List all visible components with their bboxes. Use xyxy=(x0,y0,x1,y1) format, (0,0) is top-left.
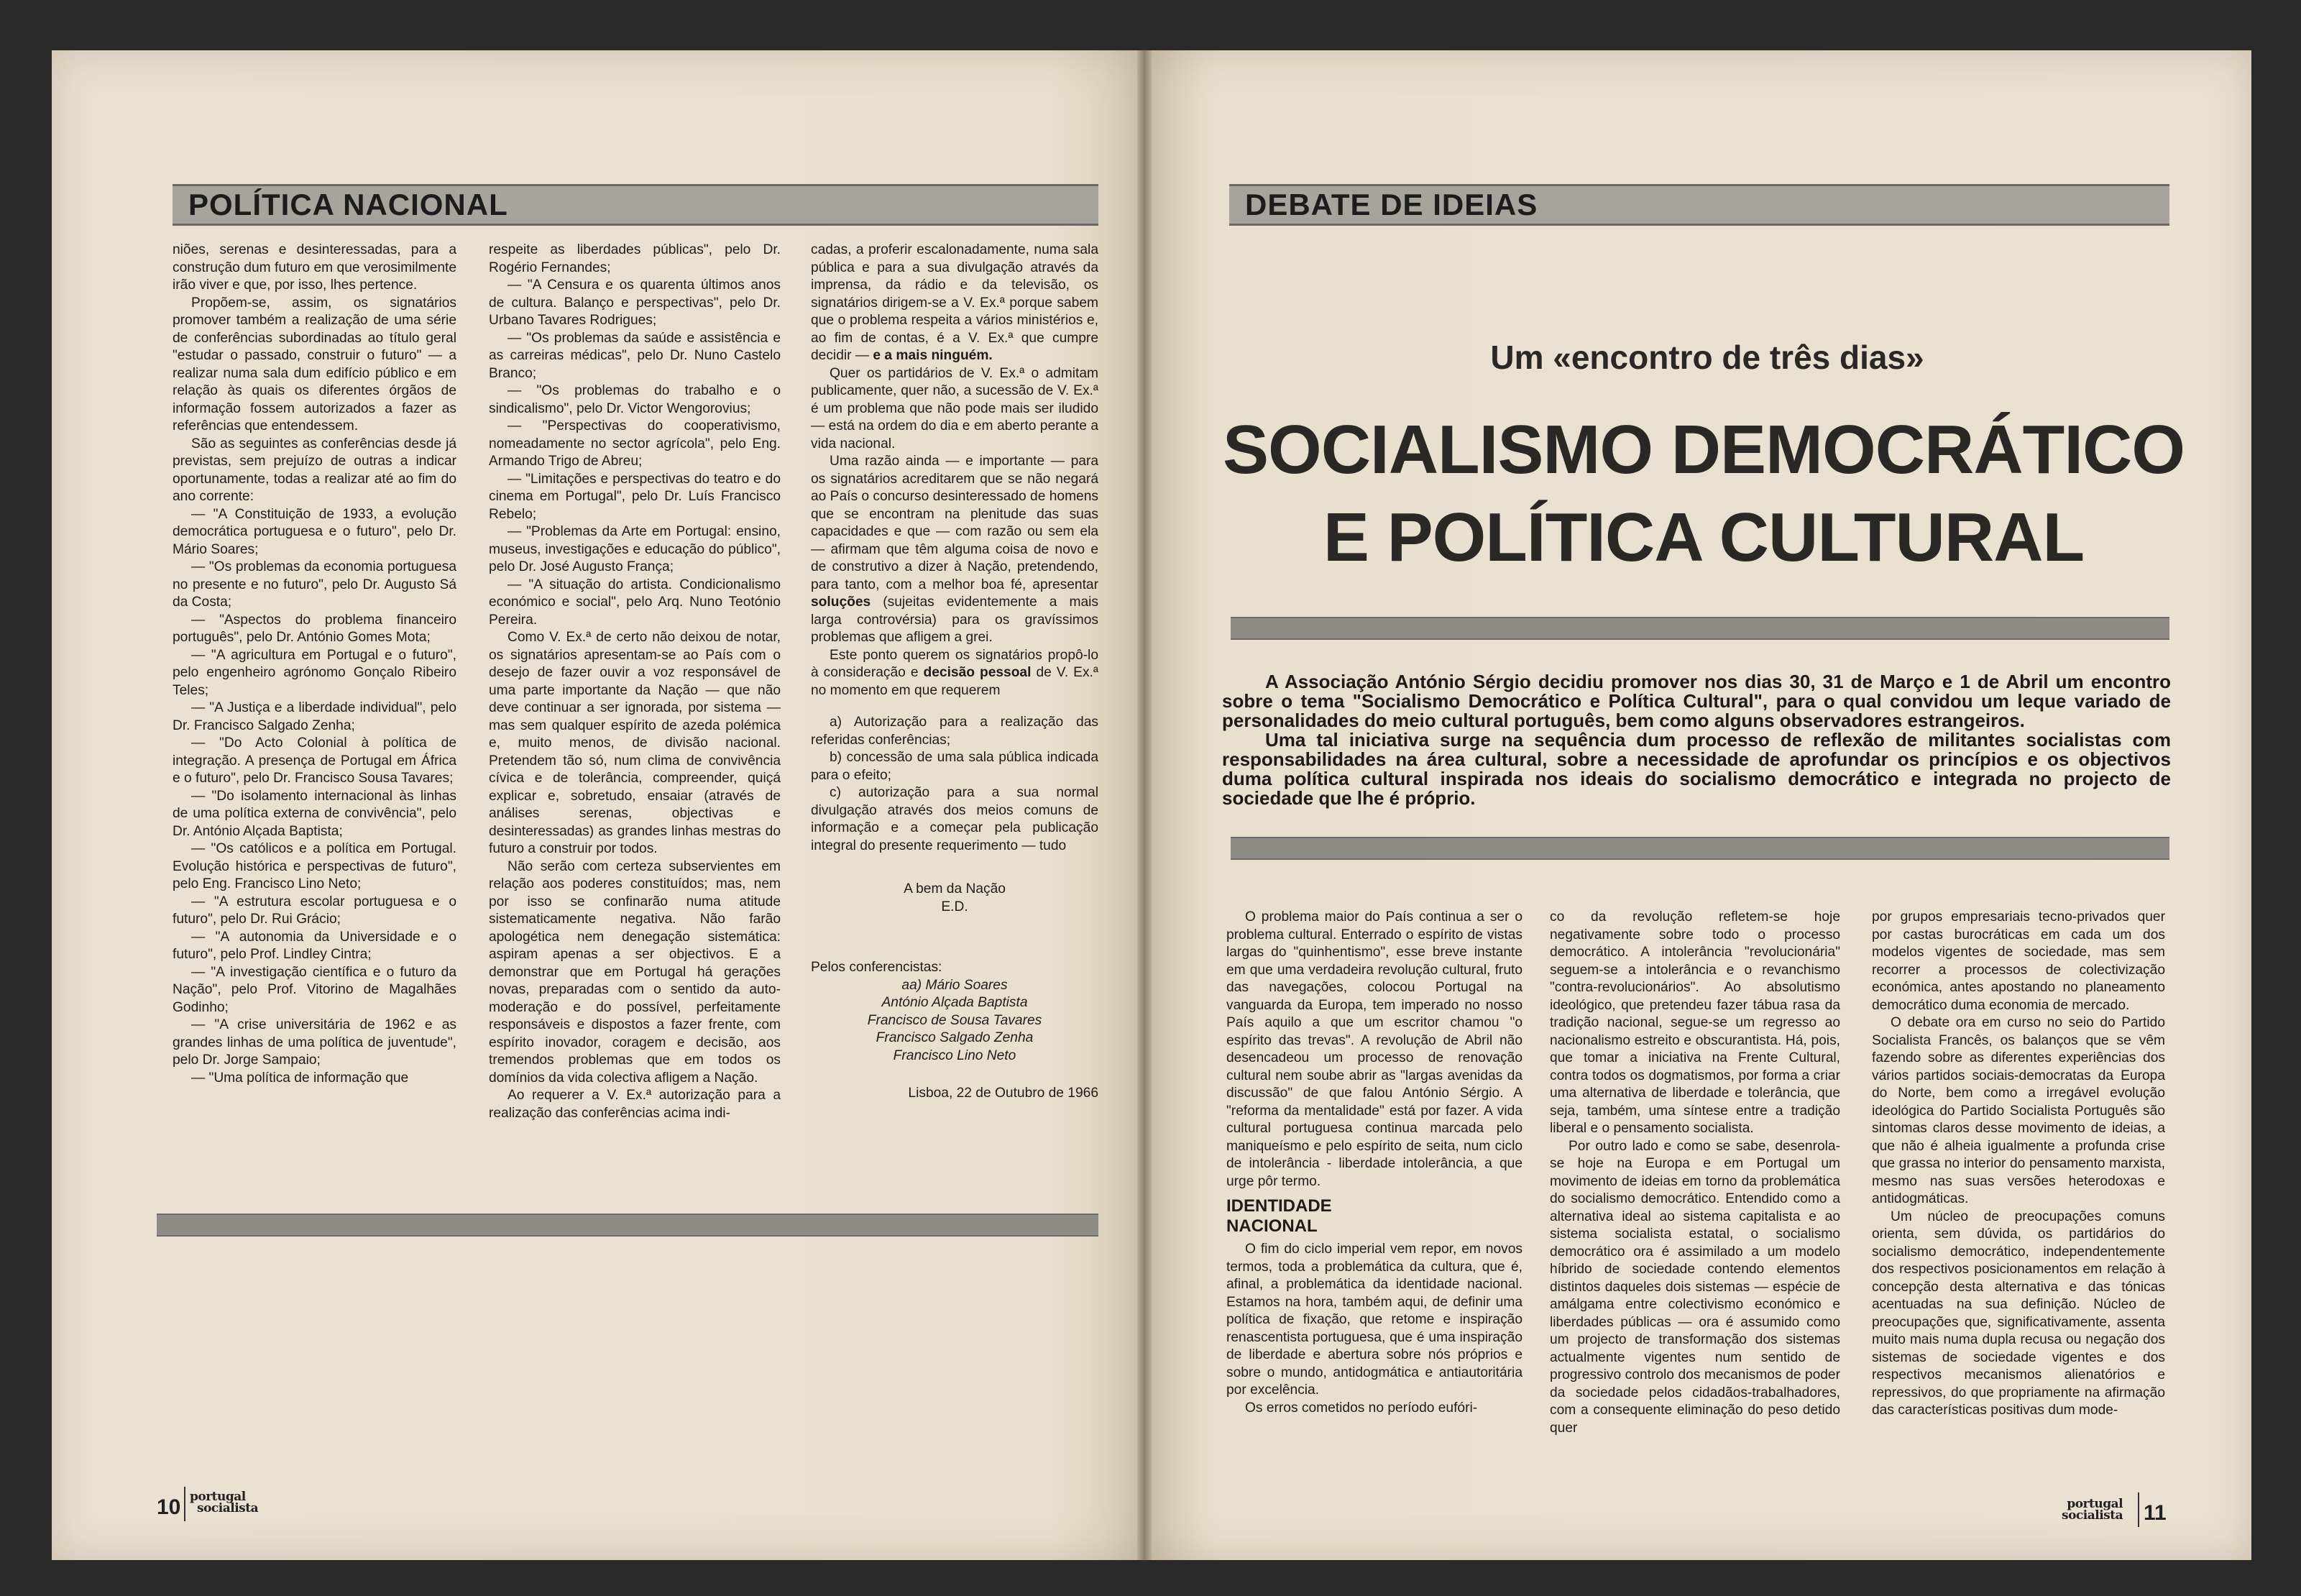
section-header-politica-nacional xyxy=(173,184,1098,226)
subheading-line: NACIONAL xyxy=(1226,1216,1318,1236)
logo-line: socialista xyxy=(197,1501,259,1515)
paragraph: — "A Censura e os quarenta últimos anos de cultura. Balanço e perspectivas", pelo Dr. Urbano Tavares Rodrigues; xyxy=(489,278,781,328)
paragraph: — "A Constituição de 1933, a evolução democrática portuguesa e o futuro", pelo Dr. Mário Soares; xyxy=(173,506,456,557)
logo-line: portugal xyxy=(2067,1497,2123,1511)
lede-paragraph: Uma tal iniciativa surge na sequência dum processo de reflexão de militantes socialistas com responsabilidades na área cultural, sobre a necessidade de aprofundar os princípios e os objectivos duma política cultural inspirada nos ideais do socialismo democrático e integrada no projecto de sociedade que lhe é próprio. xyxy=(1222,729,2171,809)
paragraph: O debate ora em curso no seio do Partido Socialista Francês, os balanços que se vêm fazendo sobre as diferentes experiências dos vários partidos sociais-democratas da Europa do Norte, bem como a irregável evolução ideológica do Partido Socialista Português são sintomas claros desse movimento de ideias, a que não é alheia igualmente a profunda crise que grassa no interior do pensamento marxista, mesmo nas suas versões heterodoxas e antidogmáticas. xyxy=(1872,1015,2165,1206)
paragraph: respeite as liberdades públicas", pelo Dr. Rogério Fernandes; xyxy=(489,242,781,275)
book-spine xyxy=(1137,50,1152,1560)
paragraph: co da revolução refletem-se hoje negativamente sobre todo o processo democrático. A intolerância "revolucionária" seguem-se a intolerância e o revanchismo "contra-revolucionários". Ao absolutismo ideológico, que pretendeu fazer tábua rasa da tradição nacional, segue-se um regresso ao nacionalismo estreito e obscurantista. Há, pois, que tomar a iniciativa na Frente Cultural, contra todos os dogmatismos, por forma a criar uma alternativa de liberdade e tolerância, que seja, também, uma síntese entre a tradição liberal e o pensamento socialista. xyxy=(1550,909,1840,1136)
headline-rule xyxy=(1231,617,2169,640)
section-title: POLÍTICA NACIONAL xyxy=(188,188,508,221)
paragraph: — "A investigação científica e o futuro da Nação", pelo Prof. Vitorino de Magalhães Godinho; xyxy=(173,964,456,1015)
right-column-3 xyxy=(1872,909,2165,1420)
right-column-1 xyxy=(1226,909,1522,1417)
paragraph-tail: de V. Ex.ª no momento em que requerem xyxy=(811,665,1098,698)
signatory: Francisco Lino Neto xyxy=(893,1047,1016,1063)
paragraph: — "Do isolamento internacional às linhas de uma política externa de convivência", pelo Dr. António Alçada Baptista; xyxy=(173,788,456,839)
left-column-2 xyxy=(489,242,781,1122)
page-number: 10 xyxy=(157,1495,181,1519)
paragraph: Quer os partidários de V. Ex.ª o admitam publicamente, quer não, a sucessão de V. Ex.ª é um problema que não pode mais ser iludido — está na ordem do dia e em aberto perante a vida nacional. xyxy=(811,365,1098,451)
paragraph-tail: (sujeitas evidentemente a mais larga controvérsia) para os gravíssimos problemas que afligem a grei. xyxy=(811,595,1098,645)
paragraph: Um núcleo de preocupações comuns orienta, sem dúvida, os partidários do socialismo democrático, independentemente dos respectivos posicionamentos em relação à concepção desta alternativa e das tónicas acentuadas na sua definição. Núcleo de preocupações que, significativamente, assenta muito mais numa dupla recusa ou negação dos sistemas de sociedade vigentes e dos respectivos mecanismos alienatórios e repressivos, do que propriamente na afirmação das características positivas dum mode- xyxy=(1872,1209,2165,1418)
paragraph: Este ponto querem os signatários propô-lo à consideração e xyxy=(811,647,1098,680)
paragraph: — "Os problemas da saúde e assistência e as carreiras médicas", pelo Dr. Nuno Castelo Branco; xyxy=(489,330,781,381)
subheading-line: IDENTIDADE xyxy=(1226,1196,1332,1216)
request-item: c) autorização para a sua normal divulgação através dos meios comuns de informação e a começar pela publicação integral do presente requerimento — tudo xyxy=(811,785,1098,853)
dateline: Lisboa, 22 de Outubro de 1966 xyxy=(908,1086,1098,1101)
section-header-debate-de-ideias xyxy=(1229,184,2169,226)
right-column-2 xyxy=(1550,909,1840,1437)
paragraph: — "A autonomia da Universidade e o futuro", pelo Prof. Lindley Cintra; xyxy=(173,929,456,962)
paragraph: — "Do Acto Colonial à política de integração. A presença de Portugal em África e o futuro", pelo Dr. Francisco Sousa Tavares; xyxy=(173,735,456,786)
logo-line: socialista xyxy=(2062,1508,2123,1523)
signatory: Francisco de Sousa Tavares xyxy=(867,1012,1042,1028)
paragraph: por grupos empresariais tecno-privados quer por castas burocráticas em cada um dos modelos vigentes de sociedade, mas sem recorrer a processos de colectivização económica, antes apostando no planeamento democrático duma economia de mercado. xyxy=(1872,909,2165,1013)
paragraph: — "A situação do artista. Condicionalismo económico e social", pelo Arq. Nuno Teotónio Pereira. xyxy=(489,577,781,628)
paragraph: — "Os católicos e a política em Portugal. Evolução histórica e perspectivas de futuro", pelo Eng. Francisco Lino Neto; xyxy=(173,841,456,891)
paragraph: Os erros cometidos no período eufóri- xyxy=(1245,1400,1478,1416)
page-number: 11 xyxy=(2144,1501,2167,1525)
lede-paragraph: A Associação António Sérgio decidiu promover nos dias 30, 31 de Março e 1 de Abril um encontro sobre o tema "Socialismo Democrático e Política Cultural", para o qual convidou um leque variado de personalidades do meio cultural português, bem como alguns observadores estrangeiros. xyxy=(1222,671,2171,731)
subheading xyxy=(1226,1196,1522,1237)
left-column-3 xyxy=(811,242,1098,1103)
bold-text: e a mais ninguém. xyxy=(873,348,993,363)
signatory: Francisco Salgado Zenha xyxy=(876,1030,1034,1045)
bottom-rule xyxy=(157,1214,1098,1237)
logo-line: portugal xyxy=(190,1490,246,1504)
paragraph: — "Limitações e perspectivas do teatro e do cinema em Portugal", pelo Dr. Luís Francisco Rebelo; xyxy=(489,471,781,522)
paragraph: — "A agricultura em Portugal e o futuro", pelo engenheiro agrónomo Gonçalo Ribeiro Teles; xyxy=(173,647,456,698)
headline-line: E POLÍTICA CULTURAL xyxy=(1323,499,2085,576)
signatory: aa) Mário Soares xyxy=(901,977,1008,993)
paragraph: São as seguintes as conferências desde já previstas, sem prejuízo de outras a indicar oportunamente, todas a realizar até ao fim do ano corrente: xyxy=(173,436,456,504)
folio-divider xyxy=(184,1487,185,1521)
portugal-socialista-logo xyxy=(2062,1498,2123,1521)
article-kicker: Um «encontro de três dias» xyxy=(1490,339,1924,376)
paragraph: O fim do ciclo imperial vem repor, em novos termos, toda a problemática da cultura, que é, afinal, a problemática da identidade nacional. Estamos na hora, também aqui, de definir uma política de fixação, que retome e inspiração renascentista portuguesa, que é uma inspiração de liberdade e abertura sobre nós próprios e sobre o mundo, antidogmática e antiautoritária por excelência. xyxy=(1226,1242,1522,1398)
paragraph: niões, serenas e desinteressadas, para a construção dum futuro em que verosimilmente irão viver e que, por isso, lhes pertence. xyxy=(173,242,456,293)
paragraph: Propõem-se, assim, os signatários promover também a realização de uma série de conferências subordinadas ao título geral "estudar o passado, construir o futuro" — a realizar numa sala dum edifício público e em relação às quais os diferentes órgãos de informação fossem autorizados a fazer as referências que entendessem. xyxy=(173,295,456,434)
paragraph: Uma razão ainda — e importante — para os signatários acreditarem que se não negará ao País o concurso desinteressado de homens que se encontram na plenitude das suas capacidades e que — com razão ou sem ela — afirmam que têm alguma coisa de novo e de construtivo a dizer à Nação, pretendendo, para tanto, com a melhor boa fé, apresentar xyxy=(811,454,1098,592)
signatory: António Alçada Baptista xyxy=(881,995,1028,1010)
section-title: DEBATE DE IDEIAS xyxy=(1245,188,1538,221)
paragraph: — "A Justiça e a liberdade individual", pelo Dr. Francisco Salgado Zenha; xyxy=(173,700,456,733)
paragraph: Como V. Ex.ª de certo não deixou de notar, os signatários apresentam-se ao País com o desejo de fazer ouvir a voz responsável de uma parte importante da Nação — que não deve continuar a ser ignorada, por sistema — mas sem qualquer espírito de azeda polémica e, muito menos, de divisão nacional. Pretendem tão só, num clima de convivência cívica e de tolerância, compreender, quiçá explicar e, sobretudo, ensaiar (através de análises serenas, objectivas e desinteressadas) as grandes linhas mestras do futuro a construir por todos. xyxy=(489,630,781,856)
closing-line: E.D. xyxy=(941,899,968,914)
paragraph: cadas, a proferir escalonadamente, numa sala pública e para a sua divulgação através da imprensa, da rádio e da televisão, os signatários dirigem-se a V. Ex.ª porque sabem que o problema respeita a vários ministérios e, ao fim de contas, é a V. Ex.ª que cumpre decidir — xyxy=(811,242,1098,363)
paragraph: Ao requerer a V. Ex.ª autorização para a realização das conferências acima indi- xyxy=(489,1088,781,1121)
article-lede xyxy=(1222,672,2171,808)
request-item: a) Autorização para a realização das referidas conferências; xyxy=(811,715,1098,748)
paragraph: — "Uma política de informação que xyxy=(191,1070,409,1086)
lede-rule xyxy=(1231,837,2169,860)
paragraph: — "Perspectivas do cooperativismo, nomeadamente no sector agrícola", pelo Eng. Armando Trigo de Abreu; xyxy=(489,418,781,469)
signatories-label: Pelos conferencistas: xyxy=(811,960,942,975)
closing-line: A bem da Nação xyxy=(904,881,1006,896)
paragraph: Por outro lado e como se sabe, desenrola-se hoje na Europa e em Portugal um movimento de ideias em torno da problemática do socialismo democrático. Entendido como a alternativa ideal ao sistema capitalista e ao sistema socialista estatal, o socialismo democrático ora é assimilado a um modelo híbrido de sociedade contendo elementos distintos daqueles dois sistemas — espécie de amálgama entre colectivismo económico e liberdades públicas — ora é assumido como um projecto de transformação dos sistemas actualmente vigentes num sentido de progressivo controlo dos mecanismos de poder da sociedade pelos cidadãos-trabalhadores, com a consequente eliminação do peso detido quer xyxy=(1550,1138,1840,1436)
bold-text: soluções xyxy=(811,595,871,610)
paragraph: — "Aspectos do problema financeiro português", pelo Dr. António Gomes Mota; xyxy=(173,612,456,645)
paragraph: — "A crise universitária de 1962 e as grandes linhas de uma política de juventude", pelo Dr. Jorge Sampaio; xyxy=(173,1017,456,1068)
headline-line: SOCIALISMO DEMOCRÁTICO xyxy=(1223,411,2185,488)
paragraph: — "Os problemas do trabalho e o sindicalismo", pelo Dr. Victor Wengorovius; xyxy=(489,383,781,416)
paragraph: O problema maior do País continua a ser o problema cultural. Enterrado o espírito de vistas largas do "quinhentismo", esse breve instante em que uma verdadeira revolução cultural, fruto das navegações, colocou Portugal na vanguarda da Europa, tem imperado no nosso País aquilo a que um escritor chamou "o espírito das trevas". A revolução de Abril não desencadeou um processo de renovação cultural nem soube abrir as "largas avenidas da discussão" de que falou António Sérgio. A "reforma da mentalidade" está por fazer. A vida cultural portuguesa continua marcada pelo maniqueísmo e pelo espírito de seita, num ciclo de intolerância - liberdade intolerância, a que urge pôr termo. xyxy=(1226,909,1522,1189)
request-item: b) concessão de uma sala pública indicada para o efeito; xyxy=(811,750,1098,783)
portugal-socialista-logo xyxy=(190,1491,258,1514)
left-column-1 xyxy=(173,242,456,1087)
paragraph: — "Problemas da Arte em Portugal: ensino, museus, investigações e educação do público", pelo Dr. José Augusto França; xyxy=(489,524,781,574)
paragraph: — "Os problemas da economia portuguesa no presente e no futuro", pelo Dr. Augusto Sá da Costa; xyxy=(173,559,456,610)
bold-text: decisão pessoal xyxy=(923,665,1032,680)
folio-divider xyxy=(2138,1492,2139,1527)
article-headline xyxy=(1222,406,2185,582)
paragraph: Não serão com certeza subservientes em relação aos poderes constituídos; mas, nem por isso se confinarão numa atitude sistematicamente negativa. Não farão apologética nem denegação sistemática: aspiram apenas a ser objectivos. E a demonstrar que em Portugal há gerações novas, preparadas com o sentido da auto-moderação e do possível, perfeitamente responsáveis e dispostos a fazer frente, com espírito inovador, coragem e decisão, aos tremendos problemas que em todos os domínios da vida colectiva afligem a Nação. xyxy=(489,858,781,1086)
paragraph: — "A estrutura escolar portuguesa e o futuro", pelo Dr. Rui Grácio; xyxy=(173,894,456,927)
